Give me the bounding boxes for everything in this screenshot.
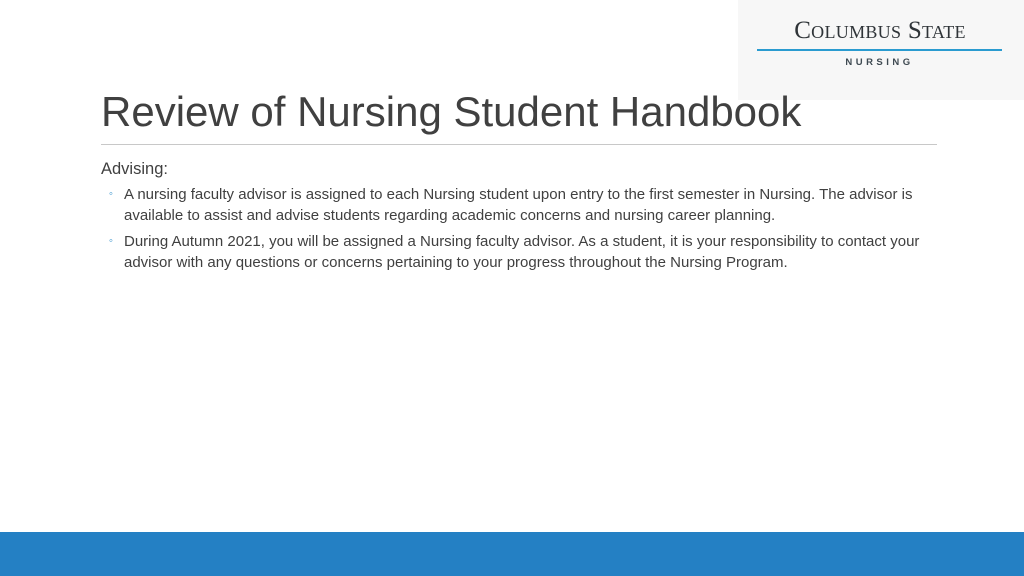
footer-bar bbox=[0, 532, 1024, 576]
bullet-list bbox=[101, 184, 937, 273]
bullet-item bbox=[101, 184, 937, 226]
slide-title: Review of Nursing Student Handbook bbox=[101, 88, 802, 135]
logo-subtitle: NURSING bbox=[845, 57, 914, 68]
title-divider bbox=[101, 144, 937, 145]
logo-wordmark: Columbus State bbox=[794, 17, 966, 44]
section-heading: Advising: bbox=[101, 160, 168, 178]
slide-content bbox=[101, 158, 937, 278]
bullet-circle-icon: ◦ bbox=[109, 188, 113, 200]
bullet-text: A nursing faculty advisor is assigned to each Nursing student upon entry to the first semester in Nursing. The advisor is available to assist and advise students regarding academic concerns and nursing career planning. bbox=[124, 186, 913, 224]
logo-divider bbox=[757, 49, 1002, 51]
bullet-item bbox=[101, 231, 937, 273]
bullet-circle-icon: ◦ bbox=[109, 235, 113, 247]
bullet-text: During Autumn 2021, you will be assigned a Nursing faculty advisor. As a student, it is your responsibility to contact your advisor with any questions or concerns pertaining to your progress throughout the Nursing Program. bbox=[124, 233, 920, 271]
